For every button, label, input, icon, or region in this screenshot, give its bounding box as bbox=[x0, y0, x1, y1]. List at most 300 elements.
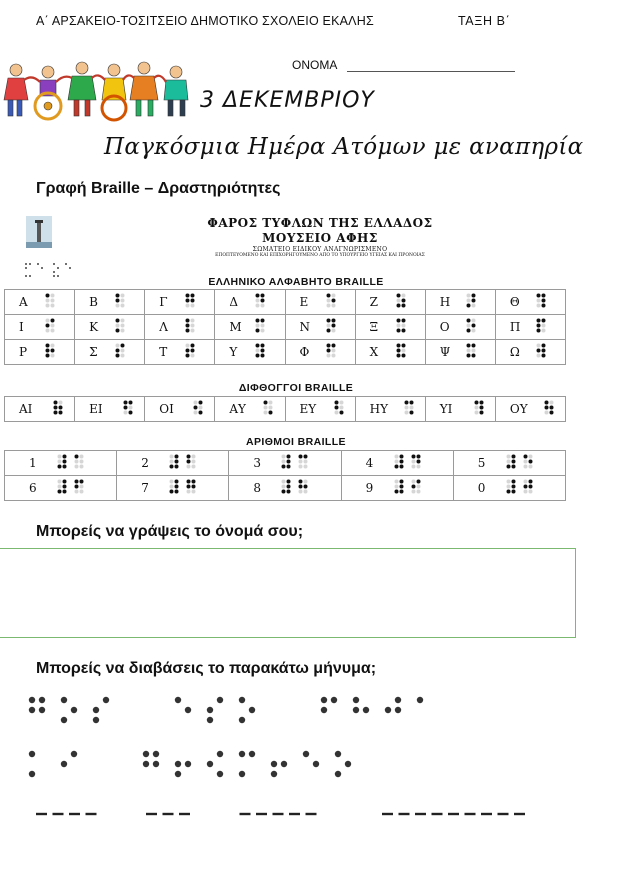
braille-dot-raised bbox=[416, 460, 420, 464]
message-braille-dot bbox=[39, 697, 45, 703]
braille-dot-raised bbox=[124, 406, 128, 410]
braille-dot-raised bbox=[175, 465, 179, 469]
braille-dot-flat bbox=[46, 304, 50, 308]
message-braille-dot bbox=[417, 697, 423, 703]
braille-table-cell bbox=[5, 290, 75, 315]
braille-letter-label: 2 bbox=[141, 456, 149, 470]
braille-dot-raised bbox=[194, 406, 198, 410]
braille-letter-label: 0 bbox=[477, 481, 486, 495]
braille-dot-raised bbox=[186, 294, 190, 298]
braille-letter-label: Τ bbox=[159, 345, 168, 359]
date-title: 3 ΔΕΚΕΜΒΡΙΟΥ bbox=[200, 88, 375, 113]
diphthongs-title: ΔΙΦΘΟΓΓΟΙ BRAILLE bbox=[238, 382, 354, 394]
braille-dot-flat bbox=[394, 455, 398, 459]
braille-dot-flat bbox=[401, 294, 405, 298]
braille-dot-raised bbox=[466, 344, 470, 348]
braille-dot-raised bbox=[261, 299, 265, 303]
braille-dot-flat bbox=[256, 304, 260, 308]
message-braille-dot bbox=[271, 771, 277, 777]
braille-dot-flat bbox=[411, 460, 415, 464]
braille-dot-flat bbox=[334, 411, 338, 415]
braille-letter-label: Ξ bbox=[369, 320, 379, 334]
braille-dot-flat bbox=[192, 465, 196, 469]
braille-dot-raised bbox=[549, 406, 553, 410]
braille-letter-label: 1 bbox=[29, 456, 37, 470]
braille-cell bbox=[536, 293, 549, 311]
braille-dot-raised bbox=[304, 485, 308, 489]
braille-dot-raised bbox=[63, 465, 67, 469]
message-braille-dot bbox=[395, 697, 401, 703]
braille-table-cell bbox=[495, 340, 565, 365]
braille-dot-flat bbox=[199, 406, 203, 410]
braille-dot-flat bbox=[466, 324, 470, 328]
braille-dot-flat bbox=[416, 485, 420, 489]
braille-letter-label: ΕΥ bbox=[299, 402, 317, 416]
braille-dot-flat bbox=[339, 401, 343, 405]
braille-letter-label: Π bbox=[509, 320, 521, 334]
braille-cell bbox=[57, 479, 70, 497]
braille-letter-label: Θ bbox=[509, 295, 520, 309]
braille-dot-flat bbox=[186, 344, 190, 348]
message-braille-dot bbox=[239, 697, 245, 703]
message-braille-dot bbox=[71, 751, 77, 757]
braille-cell bbox=[115, 343, 128, 361]
braille-letter-label: 3 bbox=[253, 456, 262, 470]
braille-dot-flat bbox=[401, 349, 405, 353]
braille-cell bbox=[255, 343, 268, 361]
braille-letter-label: Κ bbox=[89, 320, 99, 334]
braille-dot-flat bbox=[191, 324, 195, 328]
braille-table-cell bbox=[341, 476, 453, 501]
braille-dot-raised bbox=[175, 455, 179, 459]
braille-dot-flat bbox=[523, 480, 527, 484]
braille-dot-raised bbox=[326, 319, 330, 323]
braille-dot-flat bbox=[116, 324, 120, 328]
braille-cell bbox=[334, 400, 347, 418]
message-braille-dot bbox=[281, 761, 287, 767]
braille-table-cell bbox=[5, 476, 117, 501]
braille-dot-flat bbox=[304, 465, 308, 469]
braille-dot-raised bbox=[269, 411, 273, 415]
braille-dot-raised bbox=[523, 485, 527, 489]
write-name-question: Μπορείς να γράψεις το όνομά σου; bbox=[36, 523, 304, 540]
braille-dot-raised bbox=[331, 324, 335, 328]
braille-table-cell bbox=[355, 397, 425, 422]
braille-cell bbox=[185, 343, 198, 361]
braille-dot-flat bbox=[264, 406, 268, 410]
braille-dot-flat bbox=[506, 485, 510, 489]
braille-letter-label: Η bbox=[439, 295, 451, 309]
braille-dot-flat bbox=[396, 324, 400, 328]
braille-dot-raised bbox=[541, 294, 545, 298]
braille-dot-raised bbox=[416, 480, 420, 484]
braille-dot-raised bbox=[396, 344, 400, 348]
braille-dot-raised bbox=[282, 490, 286, 494]
numbers-title: ΑΡΙΘΜΟΙ BRAILLE bbox=[246, 436, 346, 448]
braille-cell bbox=[53, 400, 66, 418]
message-braille-dot bbox=[345, 761, 351, 767]
braille-dot-raised bbox=[396, 319, 400, 323]
braille-dot-raised bbox=[401, 354, 405, 358]
message-braille-dot bbox=[385, 707, 391, 713]
name-answer-box[interactable] bbox=[0, 548, 576, 638]
braille-table-cell bbox=[453, 451, 565, 476]
braille-table-cell bbox=[355, 340, 425, 365]
braille-table-row bbox=[5, 290, 566, 315]
braille-table-cell bbox=[117, 451, 229, 476]
message-braille-dot bbox=[153, 751, 159, 757]
braille-dot-flat bbox=[523, 490, 527, 494]
braille-letter-label: 4 bbox=[365, 456, 374, 470]
braille-dot-raised bbox=[541, 349, 545, 353]
braille-cell bbox=[326, 293, 339, 311]
braille-dot-raised bbox=[466, 354, 470, 358]
braille-table-cell bbox=[75, 290, 145, 315]
braille-message bbox=[0, 688, 640, 828]
braille-table-cell bbox=[215, 290, 285, 315]
braille-letter-label: Β bbox=[89, 295, 98, 309]
braille-cell bbox=[57, 454, 70, 472]
braille-dot-raised bbox=[186, 354, 190, 358]
braille-dot-flat bbox=[121, 349, 125, 353]
braille-dot-flat bbox=[506, 460, 510, 464]
braille-table-row bbox=[5, 451, 566, 476]
braille-dot-raised bbox=[191, 349, 195, 353]
braille-cell bbox=[169, 479, 182, 497]
braille-dot-raised bbox=[63, 490, 67, 494]
braille-dot-flat bbox=[121, 319, 125, 323]
braille-dot-raised bbox=[536, 324, 540, 328]
braille-letter-label: ΕΙ bbox=[89, 402, 103, 416]
braille-dot-flat bbox=[261, 304, 265, 308]
braille-dot-raised bbox=[187, 480, 191, 484]
braille-dot-raised bbox=[511, 490, 515, 494]
braille-dot-flat bbox=[536, 304, 540, 308]
braille-table-cell bbox=[453, 476, 565, 501]
braille-cell bbox=[281, 479, 294, 497]
braille-table-cell bbox=[5, 451, 117, 476]
braille-dot-raised bbox=[63, 455, 67, 459]
braille-dot-raised bbox=[523, 455, 527, 459]
braille-table-row bbox=[5, 397, 566, 422]
braille-letter-label: 8 bbox=[253, 481, 262, 495]
braille-dot-flat bbox=[331, 349, 335, 353]
message-braille-dot bbox=[175, 761, 181, 767]
message-braille-dot bbox=[185, 707, 191, 713]
braille-table-cell bbox=[215, 397, 285, 422]
message-braille-dot bbox=[175, 771, 181, 777]
braille-dot-raised bbox=[287, 480, 291, 484]
braille-table-cell bbox=[215, 315, 285, 340]
braille-dot-flat bbox=[299, 490, 303, 494]
braille-letter-label: 9 bbox=[365, 481, 374, 495]
braille-dot-flat bbox=[471, 319, 475, 323]
braille-dot-flat bbox=[269, 406, 273, 410]
braille-dot-raised bbox=[528, 485, 532, 489]
braille-dot-flat bbox=[170, 485, 174, 489]
braille-table-cell bbox=[425, 315, 495, 340]
braille-dot-flat bbox=[331, 304, 335, 308]
message-braille-dot bbox=[29, 697, 35, 703]
braille-letter-label: Ι bbox=[19, 320, 24, 334]
braille-dot-raised bbox=[191, 299, 195, 303]
braille-table-cell bbox=[285, 397, 355, 422]
braille-dot-flat bbox=[116, 344, 120, 348]
braille-dot-raised bbox=[287, 455, 291, 459]
braille-dot-flat bbox=[186, 304, 190, 308]
braille-cell bbox=[298, 454, 311, 472]
braille-dot-raised bbox=[187, 455, 191, 459]
grade-label: ΤΑΞΗ Β΄ bbox=[458, 14, 511, 28]
braille-cell bbox=[45, 318, 58, 336]
braille-dot-raised bbox=[116, 319, 120, 323]
name-field[interactable] bbox=[292, 58, 515, 72]
braille-dot-raised bbox=[506, 465, 510, 469]
museum-note: ΣΩΜΑΤΕΙΟ ΕΙΔΙΚΟΥ ΑΝΑΓΝΩΡΙΣΜΕΝΟ bbox=[252, 246, 388, 253]
braille-dot-flat bbox=[75, 460, 79, 464]
braille-dot-raised bbox=[199, 411, 203, 415]
braille-dot-raised bbox=[471, 299, 475, 303]
braille-dot-raised bbox=[411, 485, 415, 489]
braille-cell bbox=[186, 454, 199, 472]
braille-dot-raised bbox=[331, 299, 335, 303]
message-braille-dot bbox=[71, 707, 77, 713]
braille-cell bbox=[74, 454, 87, 472]
braille-dot-flat bbox=[411, 490, 415, 494]
braille-dot-raised bbox=[170, 490, 174, 494]
braille-table-cell bbox=[75, 315, 145, 340]
braille-dot-flat bbox=[416, 465, 420, 469]
braille-dot-flat bbox=[331, 354, 335, 358]
braille-dot-flat bbox=[523, 460, 527, 464]
braille-dot-flat bbox=[80, 485, 84, 489]
braille-dot-raised bbox=[58, 465, 62, 469]
braille-cell bbox=[544, 400, 557, 418]
braille-dot-flat bbox=[471, 329, 475, 333]
braille-dot-raised bbox=[199, 401, 203, 405]
braille-dot-flat bbox=[256, 324, 260, 328]
braille-dot-raised bbox=[63, 480, 67, 484]
braille-letter-label: ΑΙ bbox=[19, 402, 33, 416]
braille-dot-raised bbox=[471, 294, 475, 298]
braille-dot-raised bbox=[63, 485, 67, 489]
braille-dot-raised bbox=[256, 344, 260, 348]
braille-dot-flat bbox=[394, 460, 398, 464]
braille-letter-label: ΥΙ bbox=[439, 402, 453, 416]
braille-dot-flat bbox=[51, 299, 55, 303]
braille-table-cell bbox=[5, 315, 75, 340]
braille-cell bbox=[255, 318, 268, 336]
braille-letter-label: Γ bbox=[159, 295, 168, 309]
message-braille-dot bbox=[217, 697, 223, 703]
braille-dot-raised bbox=[528, 480, 532, 484]
braille-dot-raised bbox=[186, 299, 190, 303]
braille-dot-flat bbox=[46, 299, 50, 303]
alphabet-table bbox=[4, 289, 566, 365]
braille-cell bbox=[474, 400, 487, 418]
braille-dot-flat bbox=[304, 460, 308, 464]
message-braille-dot bbox=[143, 761, 149, 767]
braille-dot-raised bbox=[46, 324, 50, 328]
braille-dot-flat bbox=[170, 460, 174, 464]
braille-cell bbox=[466, 343, 479, 361]
braille-dot-flat bbox=[282, 480, 286, 484]
braille-dot-flat bbox=[121, 324, 125, 328]
braille-dot-flat bbox=[58, 485, 62, 489]
braille-dot-flat bbox=[80, 465, 84, 469]
braille-dot-flat bbox=[541, 324, 545, 328]
braille-dot-raised bbox=[479, 411, 483, 415]
message-braille-dot bbox=[93, 717, 99, 723]
braille-cell bbox=[298, 479, 311, 497]
braille-letter-label: Δ bbox=[229, 295, 239, 309]
message-braille-dot bbox=[185, 761, 191, 767]
braille-dot-raised bbox=[54, 406, 58, 410]
braille-dot-raised bbox=[396, 294, 400, 298]
museum-name: ΦΑΡΟΣ ΤΥΦΛΩΝ ΤΗΣ ΕΛΛΑΔΟΣ bbox=[207, 216, 433, 230]
message-braille-dot bbox=[239, 717, 245, 723]
braille-cell bbox=[396, 293, 409, 311]
braille-dot-flat bbox=[121, 304, 125, 308]
braille-cell bbox=[523, 479, 536, 497]
braille-dot-raised bbox=[46, 344, 50, 348]
braille-dot-flat bbox=[59, 401, 63, 405]
message-braille-dot bbox=[103, 697, 109, 703]
message-braille-dot bbox=[143, 751, 149, 757]
braille-table-row bbox=[5, 340, 566, 365]
braille-dot-raised bbox=[326, 329, 330, 333]
braille-dot-raised bbox=[121, 344, 125, 348]
braille-dot-raised bbox=[411, 455, 415, 459]
braille-dot-raised bbox=[116, 354, 120, 358]
braille-cell bbox=[255, 293, 268, 311]
braille-dot-raised bbox=[331, 344, 335, 348]
braille-dot-raised bbox=[511, 465, 515, 469]
braille-cell bbox=[45, 293, 58, 311]
braille-dot-raised bbox=[541, 344, 545, 348]
braille-dot-flat bbox=[299, 460, 303, 464]
braille-letter-label: Α bbox=[19, 295, 28, 309]
braille-letter-label: Χ bbox=[369, 345, 379, 359]
message-braille-dot bbox=[335, 771, 341, 777]
braille-letter-label: Λ bbox=[159, 320, 168, 334]
braille-dot-raised bbox=[466, 304, 470, 308]
braille-dot-flat bbox=[396, 299, 400, 303]
braille-letter-label: Ζ bbox=[369, 295, 378, 309]
message-braille-dot bbox=[29, 751, 35, 757]
braille-cell bbox=[536, 343, 549, 361]
braille-dot-flat bbox=[261, 324, 265, 328]
braille-table-cell bbox=[145, 315, 215, 340]
section-title: Γραφή Braille – Δραστηριότητες bbox=[36, 180, 281, 197]
braille-dot-flat bbox=[121, 329, 125, 333]
braille-dot-raised bbox=[175, 480, 179, 484]
braille-dot-flat bbox=[409, 406, 413, 410]
braille-letter-label: ΟΙ bbox=[159, 402, 174, 416]
braille-letter-label: 5 bbox=[477, 456, 486, 470]
braille-cell bbox=[396, 318, 409, 336]
braille-dot-flat bbox=[471, 349, 475, 353]
braille-dot-raised bbox=[399, 460, 403, 464]
braille-dot-raised bbox=[471, 344, 475, 348]
message-braille-dot bbox=[363, 707, 369, 713]
braille-dot-raised bbox=[54, 401, 58, 405]
braille-table-cell bbox=[229, 451, 341, 476]
message-braille-dot bbox=[175, 697, 181, 703]
braille-dot-raised bbox=[404, 401, 408, 405]
braille-dot-raised bbox=[256, 319, 260, 323]
braille-dot-flat bbox=[506, 480, 510, 484]
braille-dot-flat bbox=[51, 344, 55, 348]
braille-dot-flat bbox=[326, 304, 330, 308]
braille-cell bbox=[394, 479, 407, 497]
braille-dot-raised bbox=[339, 411, 343, 415]
braille-dot-raised bbox=[75, 485, 79, 489]
braille-dot-flat bbox=[326, 324, 330, 328]
braille-table-cell bbox=[355, 315, 425, 340]
message-braille-dot bbox=[303, 751, 309, 757]
braille-dot-flat bbox=[304, 480, 308, 484]
braille-dot-flat bbox=[528, 455, 532, 459]
braille-cell bbox=[411, 454, 424, 472]
message-braille-dot bbox=[217, 771, 223, 777]
braille-dot-raised bbox=[191, 294, 195, 298]
braille-dot-raised bbox=[116, 329, 120, 333]
braille-dot-flat bbox=[121, 299, 125, 303]
braille-dot-flat bbox=[411, 480, 415, 484]
braille-table-cell bbox=[495, 315, 565, 340]
braille-cell bbox=[186, 479, 199, 497]
braille-dot-raised bbox=[326, 294, 330, 298]
braille-dot-flat bbox=[471, 304, 475, 308]
braille-dot-raised bbox=[536, 294, 540, 298]
braille-dot-raised bbox=[186, 349, 190, 353]
message-braille-dot bbox=[93, 707, 99, 713]
message-braille-dot bbox=[249, 707, 255, 713]
braille-cell bbox=[281, 454, 294, 472]
braille-dot-raised bbox=[46, 354, 50, 358]
braille-cell bbox=[506, 479, 519, 497]
braille-dot-raised bbox=[536, 319, 540, 323]
braille-dot-raised bbox=[334, 406, 338, 410]
braille-dot-raised bbox=[256, 329, 260, 333]
braille-dot-raised bbox=[59, 406, 63, 410]
braille-dot-raised bbox=[54, 411, 58, 415]
braille-dot-flat bbox=[191, 329, 195, 333]
braille-dot-flat bbox=[191, 354, 195, 358]
braille-table-cell bbox=[341, 451, 453, 476]
braille-letter-label: Σ bbox=[89, 345, 98, 359]
braille-dot-flat bbox=[269, 401, 273, 405]
braille-dot-flat bbox=[541, 329, 545, 333]
braille-cell bbox=[411, 479, 424, 497]
braille-letter-label: ΟΥ bbox=[509, 402, 528, 416]
message-braille-dot bbox=[335, 751, 341, 757]
braille-cell bbox=[123, 400, 136, 418]
braille-letter-label: Ρ bbox=[19, 345, 28, 359]
braille-letter-label: Φ bbox=[299, 345, 310, 359]
braille-dot-raised bbox=[261, 354, 265, 358]
braille-dot-raised bbox=[191, 344, 195, 348]
braille-dot-flat bbox=[80, 490, 84, 494]
braille-letter-label: Υ bbox=[229, 345, 238, 359]
message-braille-dot bbox=[207, 707, 213, 713]
braille-dot-flat bbox=[51, 294, 55, 298]
braille-dot-raised bbox=[544, 406, 548, 410]
braille-dot-raised bbox=[287, 465, 291, 469]
braille-dot-flat bbox=[75, 490, 79, 494]
braille-cell bbox=[523, 454, 536, 472]
